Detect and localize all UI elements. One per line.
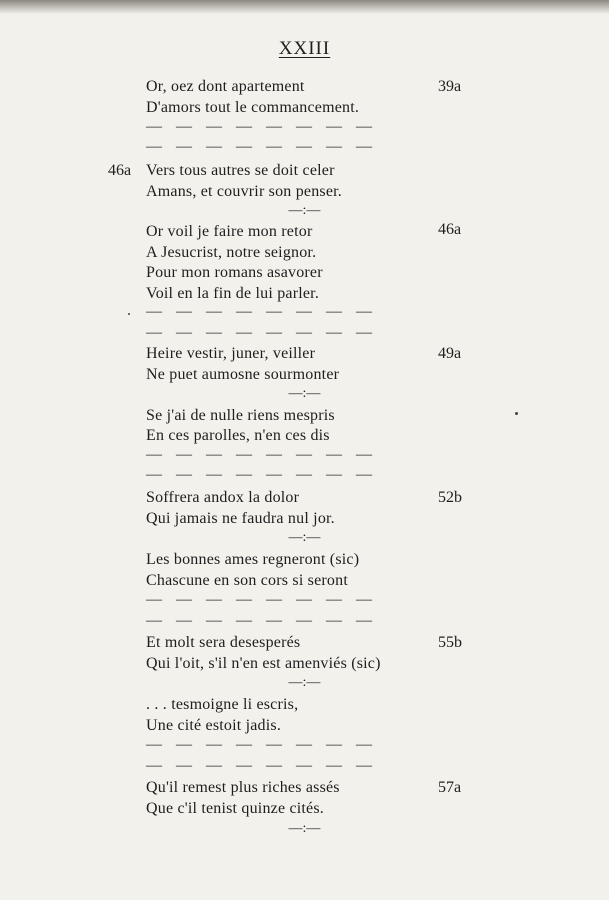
section-separator: —:— — [288, 386, 321, 401]
ellipsis-dashes: — — — — — — — — — [146, 303, 377, 320]
section-separator: —:— — [288, 530, 321, 545]
folio-ref: 39a — [438, 78, 462, 95]
ellipsis-dashes: — — — — — — — — — [146, 446, 377, 463]
verse-line: Soffrera andox la dolor — [146, 489, 300, 506]
verse-line: Ne puet aumosne sourmonter — [146, 366, 340, 383]
ellipsis-dashes: — — — — — — — — — [146, 466, 377, 483]
verse-line: Que c'il tenist quinze cités. — [146, 800, 324, 817]
scan-speck — [128, 313, 130, 315]
ellipsis-dashes: — — — — — — — — — [146, 736, 377, 753]
ellipsis-dashes: — — — — — — — — — [146, 324, 377, 341]
ellipsis-dashes: — — — — — — — — — [146, 138, 377, 155]
folio-ref: 57a — [438, 779, 462, 796]
verse-line: Et molt sera desesperés — [146, 634, 301, 651]
verse-line: En ces parolles, n'en ces dis — [146, 427, 330, 444]
folio-ref: 55b — [438, 634, 462, 651]
verse-line: Pour mon romans asavorer — [146, 264, 323, 281]
verse-line: Une cité estoit jadis. — [146, 717, 282, 734]
verse-line: Heire vestir, juner, veiller — [146, 345, 316, 362]
verse-line: Les bonnes ames regneront (sic) — [146, 551, 360, 568]
section-separator: —:— — [288, 821, 321, 836]
ellipsis-dashes: — — — — — — — — — [146, 612, 377, 629]
verse-line: Vers tous autres se doit celer — [146, 162, 335, 179]
verse-line: Voil en la fin de lui parler. — [146, 285, 320, 302]
ellipsis-dashes: — — — — — — — — — [146, 757, 377, 774]
verse-line: A Jesucrist, notre seignor. — [146, 244, 317, 261]
folio-ref: 52b — [438, 489, 462, 506]
verse-line: Amans, et couvrir son penser. — [146, 183, 342, 200]
page-edge-shadow — [0, 0, 609, 14]
page-number: XXIII — [278, 38, 331, 59]
verse-line: . . . tesmoigne li escris, — [146, 696, 299, 713]
section-separator: —:— — [288, 675, 321, 690]
folio-ref: 46a — [438, 221, 462, 238]
verse-line: Se j'ai de nulle riens mespris — [146, 407, 335, 424]
verse-line: Or, oez dont apartement — [146, 78, 305, 95]
ellipsis-dashes: — — — — — — — — — [146, 118, 377, 135]
scan-speck — [515, 412, 518, 415]
verse-line: Chascune en son cors si seront — [146, 572, 348, 589]
ellipsis-dashes: — — — — — — — — — [146, 591, 377, 608]
verse-line: Qui jamais ne faudra nul jor. — [146, 510, 335, 527]
section-separator: —:— — [288, 203, 321, 218]
verse-line: Qu'il remest plus riches assés — [146, 779, 340, 796]
verse-line: Qui l'oit, s'il n'en est amenviés (sic) — [146, 655, 381, 672]
folio-ref: 49a — [438, 345, 462, 362]
folio-ref: 46a — [108, 162, 132, 179]
verse-line: D'amors tout le commancement. — [146, 99, 360, 116]
verse-line: Or voil je faire mon retor — [146, 223, 313, 240]
